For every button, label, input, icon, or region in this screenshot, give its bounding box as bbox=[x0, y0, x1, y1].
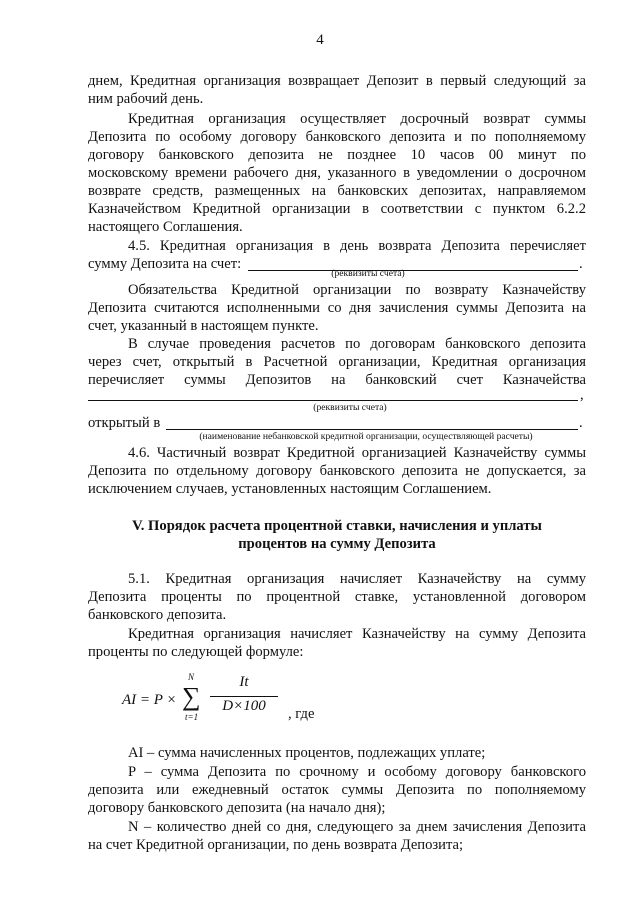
fraction-numerator: It bbox=[239, 674, 249, 690]
fraction-bar bbox=[210, 696, 278, 697]
text-line: 4.5. Кредитная организация в день возврата Депозита перечисляет bbox=[128, 238, 586, 254]
text-line: проценты по следующей формуле: bbox=[88, 644, 304, 660]
text-line: счет, указанный в настоящем пункте. bbox=[88, 318, 319, 334]
text-line: 4.6. Частичный возврат Кредитной организацией Казначейству суммы bbox=[128, 445, 586, 461]
text-line: банковского депозита. bbox=[88, 607, 227, 623]
text-line: днем, Кредитная организация возвращает Депозит в первый следующий за bbox=[88, 73, 586, 89]
text-line: открытый в bbox=[88, 415, 161, 431]
sum-upper-limit: N bbox=[188, 672, 195, 682]
sum-sign bbox=[182, 672, 204, 724]
text-line: настоящего Соглашения. bbox=[88, 219, 243, 235]
text-line: Кредитная организация осуществляет досрочный возврат суммы bbox=[128, 111, 586, 127]
section-heading: V. Порядок расчета процентной ставки, начисления и уплаты bbox=[132, 518, 542, 534]
text-line: В случае проведения расчетов по договорам банковского депозита bbox=[128, 336, 586, 352]
text-line: P – сумма Депозита по срочному и особому договору банковского bbox=[128, 764, 586, 780]
text-line: AI – сумма начисленных процентов, подлежащих уплате; bbox=[128, 745, 486, 761]
text-line: ним рабочий день. bbox=[88, 91, 204, 107]
text-line: 5.1. Кредитная организация начисляет Казначейству на сумму bbox=[128, 571, 586, 587]
field-caption: (наименование небанковской кредитной организации, осуществляющей расчеты) bbox=[199, 431, 533, 442]
text-line: . bbox=[579, 415, 583, 431]
interest-formula bbox=[122, 672, 322, 732]
text-line: Кредитная организация начисляет Казначейству на сумму Депозита bbox=[128, 626, 586, 642]
sum-lower-limit: t=1 bbox=[185, 712, 199, 722]
text-line: N – количество дней со дня, следующего за днем зачисления Депозита bbox=[128, 819, 586, 835]
text-line: на счет Кредитной организации, по день возврата Депозита; bbox=[88, 837, 464, 853]
text-line: депозита или ежедневный остаток суммы Депозита по пополняемому bbox=[88, 782, 586, 798]
text-line: . bbox=[579, 256, 583, 272]
text-line: исключением случаев, установленных настоящим Соглашением. bbox=[88, 481, 492, 497]
fraction-denominator: D×100 bbox=[222, 698, 266, 714]
page-number: 4 bbox=[316, 32, 324, 48]
text-line: Депозита считаются исполненными со дня зачисления суммы Депозита на bbox=[88, 300, 586, 316]
text-line: сумму Депозита на счет: bbox=[88, 256, 242, 272]
text-line: через счет, открытый в Расчетной организации, Кредитная организация bbox=[88, 354, 586, 370]
text-line: Депозита по отдельному договору банковского депозита не допускается, за bbox=[88, 463, 586, 479]
text-line: московскому времени рабочего дня, указанного в уведомлении о досрочном bbox=[88, 165, 586, 181]
field-caption: (реквизиты счета) bbox=[313, 402, 387, 413]
formula-lhs: AI = P × bbox=[122, 692, 177, 708]
fill-in-line bbox=[166, 429, 578, 430]
text-line: Депозита проценты по процентной ставке, установленной договором bbox=[88, 589, 586, 605]
text-line: перечисляет суммы Депозитов на банковский счет Казначейства bbox=[88, 372, 586, 388]
text-line: договору банковского депозита (на начало дня); bbox=[88, 800, 386, 816]
fill-in-line bbox=[88, 400, 578, 401]
text-line: договору банковского депозита не позднее 10 часов 00 минут по bbox=[88, 147, 586, 163]
text-line: возврате средств, размещенных на банковских депозитах, направляемом bbox=[88, 183, 586, 199]
sigma-symbol: ∑ bbox=[182, 682, 201, 711]
text-line: Обязательства Кредитной организации по возврату Казначейству bbox=[128, 282, 586, 298]
field-caption: (реквизиты счета) bbox=[331, 268, 405, 279]
section-heading: процентов на сумму Депозита bbox=[238, 536, 436, 552]
text-line: Казначейством Кредитной организации в соответствии с пунктом 6.2.2 bbox=[88, 201, 586, 217]
text-line: Депозита по особому договору банковского депозита и по пополняемому bbox=[88, 129, 586, 145]
text-line: , bbox=[580, 387, 584, 403]
opened-in-row bbox=[88, 414, 586, 432]
formula-suffix: , где bbox=[288, 706, 315, 722]
